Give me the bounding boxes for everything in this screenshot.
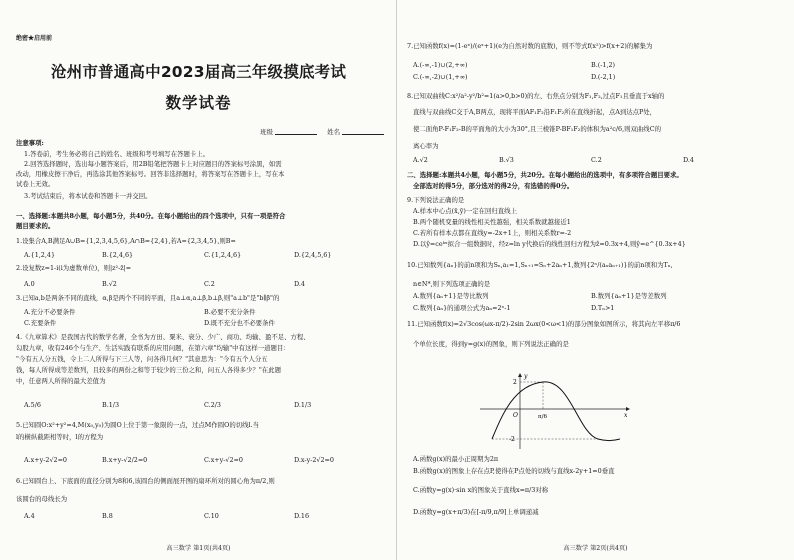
q4-stem: 4.《九章算术》是我国古代的数学名著，全书为方田、粟米、衰分、少广、商功、均输、盈不足、方程、 [16, 333, 310, 341]
q4-line: 钱，每人所得成等差数列，且较多的两份之和等于较少的三份之和，问五人各得多少？"在此题 [16, 366, 281, 374]
x-tick-label: π/6 [538, 414, 547, 420]
section2-heading-cont: 全部选对的得5分，部分选对的得2分，有选错的得0分。 [413, 182, 574, 190]
section2-heading: 二、选择题:本题共4小题，每小题5分，共20分。在每小题给出的选项中，有多项符合题目要求。 [407, 171, 683, 179]
q5-line: l的横纵截距相等时，l的方程为 [16, 433, 104, 441]
option-c[interactable]: C.x+y-√2=0 [204, 456, 243, 464]
option-b[interactable]: B.8 [102, 512, 113, 520]
note-line: 改动，用橡皮擦干净后，再选涂其他答案标号。回答非选择题时，将答案写在答题卡上，写在本 [16, 170, 285, 178]
y-min-label: -2 [509, 436, 515, 443]
q6-options [24, 513, 394, 521]
q8-stem: 8.已知双曲线C:x²/a²-y²/b²=1(a>0,b>0)的左、右焦点分别为F₁,F₂,过点F₁且垂直于x轴的 [407, 92, 665, 100]
q5-options [24, 457, 394, 465]
option-b[interactable]: B.{2,4,6} [102, 251, 134, 259]
y-axis-label: y [524, 373, 528, 380]
option-b[interactable]: B.必要不充分条件 [204, 308, 256, 316]
q4-line: 勾股九章，收有246个与生产、生活实践有联系的应用问题，在第六章"均输"中有这样一道题目： [16, 344, 290, 352]
option-b[interactable]: B.1/3 [102, 401, 120, 409]
q2-stem: 2.设复数z=1-i(i为虚数单位)，则|z²-z̄|= [16, 264, 132, 272]
secret-label: 绝密★启用前 [16, 35, 53, 42]
option-c[interactable]: C.2 [591, 156, 602, 164]
q2-options [24, 281, 394, 289]
option-d[interactable]: D.4 [294, 280, 305, 288]
q9-option-c[interactable]: C.若所有样本点都在直线y=-2x+1上，则相关系数r=-2 [413, 229, 572, 237]
option-c[interactable]: C.10 [204, 512, 219, 520]
option-d[interactable]: D.{2,4,5,6} [294, 251, 332, 259]
name-label: 姓名 [327, 128, 341, 136]
origin-label: O [513, 412, 518, 419]
q6-stem: 6.已知圆台上、下底面的直径分别为8和6,该圆台的侧面展开图的扇环所对的圆心角为π/2,则 [16, 477, 275, 485]
q9-option-a[interactable]: A.样本中心点(x̄,ȳ)一定在回归直线上 [413, 207, 517, 215]
note-line: 1.答卷前，考生务必将自己的姓名、班级和考号填写在答题卡上。 [24, 150, 210, 158]
option-d[interactable]: D.(-2,1) [591, 73, 616, 81]
option-b[interactable]: B.(-1,2) [591, 61, 616, 69]
option-b[interactable]: B.x+y-√2/2=0 [102, 456, 148, 464]
notes-heading: 注意事项: [16, 139, 44, 147]
option-b[interactable]: B.数列{aₙ+1}是等差数列 [591, 292, 667, 300]
option-a[interactable]: A.0 [24, 280, 35, 288]
option-d[interactable]: D.既不充分也不必要条件 [204, 319, 275, 327]
exam-title: 沧州市普通高中2023届高三年级摸底考试 [50, 63, 347, 81]
option-c[interactable]: C.充要条件 [24, 319, 57, 327]
q3-options-row1 [24, 309, 394, 317]
option-a[interactable]: A.√2 [413, 156, 428, 164]
section1-heading-cont: 题目要求的。 [16, 222, 55, 230]
q10-line: n∈N*,则下列选项正确的是 [413, 280, 491, 288]
q9-option-d[interactable]: D.以ŷ=ceᵏˣ拟合一组数据时，经z=ln y代换后的线性回归方程为ẑ=0.3x+4,则ŷ=e^{0.3x+4} [413, 240, 686, 248]
q4-options [24, 402, 394, 410]
section1-heading: 一、选择题:本题共8小题，每小题5分，共40分。在每小题给出的四个选项中，只有一项是符合 [16, 212, 286, 220]
q8-line: 使二面角P-F₁F₂-B的平面角的大小为30°,且三棱锥P-BF₁F₂的体积为a²c/6,则双曲线C的 [413, 125, 661, 133]
q11-option-b[interactable]: B.函数g(x)的图象上存在点P,使得在P点处的切线与直线x-2y+1=0垂直 [413, 467, 615, 475]
note-line: 3.考试结束后，将本试卷和答题卡一并交回。 [24, 192, 152, 200]
q11-option-c[interactable]: C.函数y=g(x)·sin x的图象关于直线x=π/3对称 [413, 486, 549, 494]
x-axis-arrow [626, 407, 630, 411]
option-a[interactable]: A.(-∞,-1)∪(2,+∞) [413, 61, 468, 69]
option-c[interactable]: C.数列{aₙ}的通项公式为aₙ=2ⁿ-1 [413, 304, 511, 312]
q5-stem: 5.已知圆O:x²+y²=4,M(x₀,y₀)为圆O上位于第一象限的一点，过点M作圆O的切线l.当 [16, 421, 260, 429]
exam-subtitle: 数学试卷 [165, 94, 232, 112]
option-d[interactable]: D.4 [683, 156, 694, 164]
q3-options-row2 [24, 320, 394, 328]
q8-line: 直线与双曲线C交于A,B两点，现将平面AF₁F₂沿F₁F₂所在直线折起，点A到达点P处， [413, 108, 657, 116]
right-page-footer: 高三数学 第2页(共4页) [563, 545, 628, 552]
note-line: 2.回答选择题时，选出每小题答案后，用2B铅笔把答题卡上对应题目的答案标号涂黑，如需 [24, 160, 282, 168]
option-a[interactable]: A.{1,2,4} [24, 251, 56, 259]
q4-line: "今有五人分五钱，令上二人所得与下三人等，问各得几何？"其意思为："今有五个人分五 [16, 355, 268, 363]
q8-line: 离心率为 [413, 142, 439, 150]
right-page [397, 0, 794, 560]
q4-line: 中，任意两人所得的最大差值为 [16, 377, 106, 385]
option-a[interactable]: A.充分不必要条件 [24, 308, 76, 316]
y-max-label: 2 [513, 379, 517, 386]
q7-options-row1 [413, 62, 788, 70]
q11-line: 个单位长度，得到y=g(x)的图象，则下列说法正确的是 [413, 340, 569, 348]
q1-options [24, 252, 394, 260]
name-row [260, 127, 392, 136]
option-a[interactable]: A.5/6 [24, 401, 41, 409]
option-c[interactable]: C.(-∞,-2)∪(1,+∞) [413, 73, 468, 81]
option-a[interactable]: A.x+y-2√2=0 [24, 456, 67, 464]
q1-stem: 1.设集合A,B满足A∪B={1,2,3,4,5,6},A∩B={2,4},若A={2,3,4,5},则B= [16, 237, 236, 245]
y-axis-arrow [518, 373, 522, 377]
q7-options-row2 [413, 74, 788, 82]
q9-stem: 9.下列说法正确的是 [407, 196, 465, 204]
class-blank[interactable] [275, 134, 317, 135]
option-d[interactable]: D.16 [294, 512, 310, 520]
option-d[interactable]: D.1/3 [294, 401, 312, 409]
option-c[interactable]: C.{1,2,4,6} [204, 251, 242, 259]
note-line: 试卷上无效。 [16, 180, 55, 188]
x-axis-label: x [624, 412, 628, 419]
option-c[interactable]: C.2/3 [204, 401, 221, 409]
q11-option-a[interactable]: A.函数g(x)的最小正周期为2π [413, 455, 499, 463]
name-blank[interactable] [342, 134, 384, 135]
option-b[interactable]: B.√2 [102, 280, 117, 288]
q10-stem: 10.已知数列{aₙ}的前n项和为Sₙ,a₁=1,Sₙ₊₁=Sₙ+2aₙ+1,数列{2ⁿ/(aₙaₙ₊₁)}的前n项和为Tₙ, [407, 261, 673, 269]
q6-line: 该圆台的母线长为 [16, 495, 68, 503]
q9-option-b[interactable]: B.两个随机变量的线性相关性越强，相关系数就越接近1 [413, 218, 571, 226]
q10-options-row1 [413, 293, 788, 301]
q7-stem: 7.已知函数f(x)=(1-eˣ)/(eˣ+1)(e为自然对数的底数)，则不等式f(x²)>f(x+2)的解集为 [407, 42, 653, 50]
curve [492, 382, 620, 441]
q10-options-row2 [413, 305, 788, 313]
class-label: 班级 [260, 128, 273, 136]
option-d[interactable]: D.Tₙ>1 [591, 304, 615, 312]
q11-function-graph [410, 373, 630, 451]
q8-options [413, 157, 788, 165]
q11-option-d[interactable]: D.函数y=g(x+π/3)在[-π/9,π/9]上单调递减 [413, 508, 539, 516]
q3-stem: 3.已知a,b是两条不同的直线，α,β是两个不同的平面，且a⊥α,a⊥β,b⊥β,则"a⊥b"是"b∥β"的 [16, 294, 280, 302]
option-a[interactable]: A.4 [24, 512, 35, 520]
option-b[interactable]: B.√3 [499, 156, 514, 164]
left-page-footer: 高三数学 第1页(共4页) [166, 545, 231, 552]
q11-stem: 11.已知函数f(x)=2√3cos(ωx-π/2)-2sin 2ωx(0<ω<1)的部分图象如图所示，将其向左平移π/6 [407, 320, 681, 328]
option-d[interactable]: D.x-y-2√2=0 [294, 456, 334, 464]
option-c[interactable]: C.2 [204, 280, 215, 288]
option-a[interactable]: A.数列{aₙ+1}是等比数列 [413, 292, 489, 300]
